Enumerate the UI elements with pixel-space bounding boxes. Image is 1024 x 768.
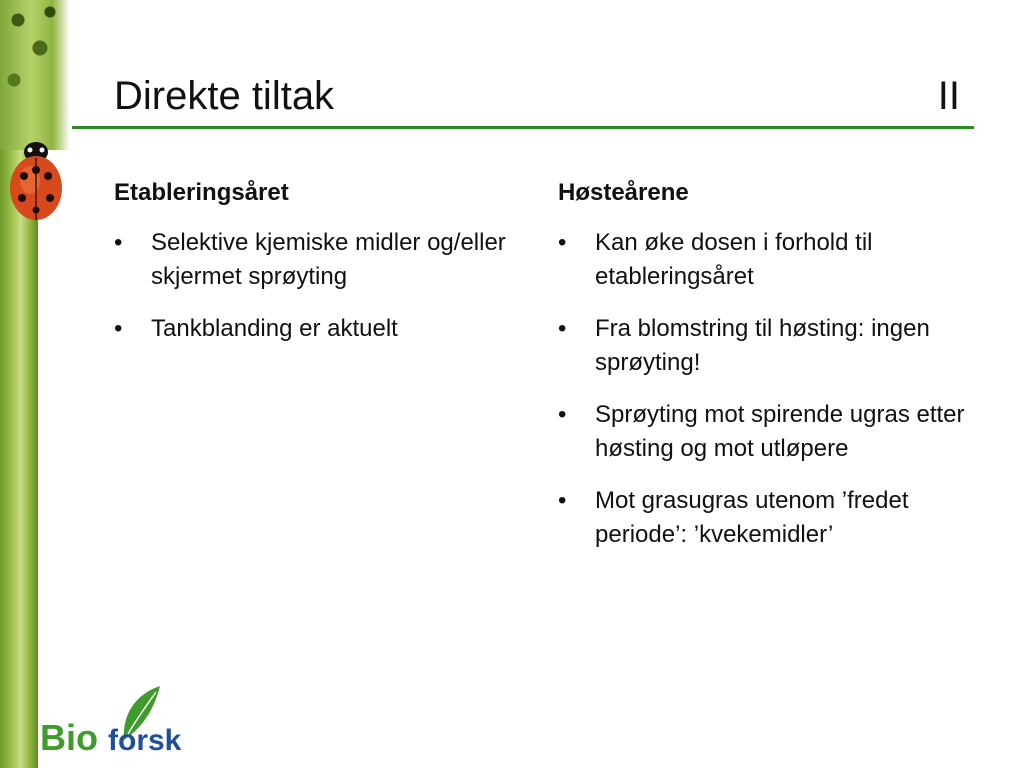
list-item-text: Selektive kjemiske midler og/eller skjermet sprøyting (151, 229, 506, 290)
logo-text-bio: Bio (40, 717, 98, 758)
bullet-icon: • (558, 401, 567, 428)
ladybug-icon (4, 140, 66, 222)
section-number: II (937, 74, 960, 118)
right-bullet-list (558, 226, 978, 552)
bullet-icon: • (114, 315, 123, 342)
bullet-icon: • (558, 315, 567, 342)
logo-text-forsk: forsk (108, 724, 182, 757)
list-item-text: Fra blomstring til høsting: ingen sprøyting! (595, 315, 930, 376)
list-item-text: Kan øke dosen i forhold til etableringsåret (595, 229, 873, 290)
left-column-heading: Etableringsåret (114, 179, 289, 206)
list-item (558, 226, 978, 294)
bullet-icon: • (114, 229, 123, 256)
bullet-icon: • (558, 229, 567, 256)
title-divider (72, 126, 974, 129)
slide-title-bar (114, 72, 960, 120)
list-item-text: Mot grasugras utenom ’fredet periode’: ’kvekemidler’ (595, 487, 909, 548)
list-item (558, 312, 978, 380)
list-item (114, 312, 514, 346)
bullet-icon: • (558, 487, 567, 514)
list-item-text: Sprøyting mot spirende ugras etter høsting og mot utløpere (595, 401, 965, 462)
list-item-text: Tankblanding er aktuelt (151, 315, 398, 342)
left-bullet-list (114, 226, 514, 346)
slide-title: Direkte tiltak (114, 74, 335, 118)
list-item (558, 398, 978, 466)
right-column-heading: Høsteårene (558, 179, 689, 206)
list-item (558, 484, 978, 552)
plant-stem-top (0, 0, 70, 150)
bioforsk-logo (38, 684, 198, 764)
list-item (114, 226, 514, 294)
right-column (558, 176, 978, 570)
left-column (114, 176, 514, 364)
